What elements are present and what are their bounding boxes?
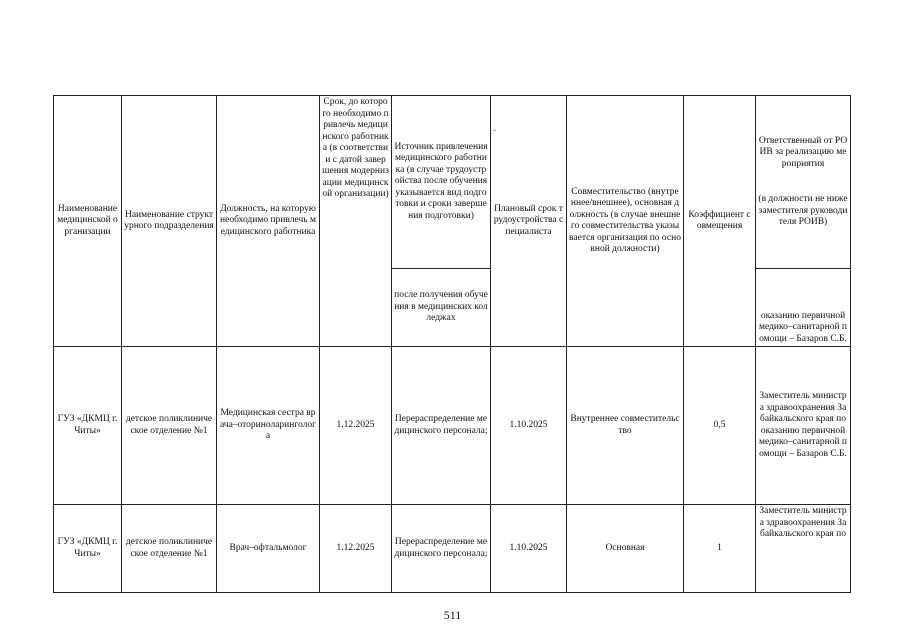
table-row: [54, 505, 851, 593]
header-responsible-cont: оказанию первичной медико–санитарной помощи – Базаров С.Б.: [756, 269, 851, 347]
cell-plan: 1.10.2025: [491, 347, 567, 505]
header-coefficient: Коэффициент совмещения: [684, 96, 756, 347]
cell-combination: Основная: [567, 505, 684, 593]
cell-deadline: 1.12.2025: [320, 505, 392, 593]
cell-responsible: Заместитель министра здравоохранения Забайкальского края по оказанию первичной медико–санитарной помощи – Базаров С.Б.: [756, 347, 851, 505]
cell-unit: детское поликлиническое отделение №1: [122, 505, 217, 593]
header-combination: Совместительство (внутреннее/внешнее), основная должность (в случае внешнего совместительства указывается организация по основной должности): [567, 96, 684, 347]
header-responsible-note: (в должности не ниже заместителя руководителя РОИВ): [758, 194, 848, 227]
header-plan: Плановый срок трудоустройства специалиста: [491, 96, 567, 347]
header-source-after: после получения обучения в медицинских колледжах: [392, 269, 491, 347]
page-number: 511: [443, 608, 462, 622]
cell-plan: 1.10.2025: [491, 505, 567, 593]
header-responsible: [756, 96, 851, 269]
cell-position: Врач–офтальмолог: [217, 505, 320, 593]
cell-unit: детское поликлиническое отделение №1: [122, 347, 217, 505]
table-row: [54, 347, 851, 505]
cell-source: Перераспределение медицинского персонала;: [392, 347, 491, 505]
cell-org: ГУЗ «ДКМЦ г. Читы»: [54, 347, 122, 505]
header-responsible-title: Ответственный от РОИВ за реализацию мероприятия: [758, 135, 848, 169]
cell-position: Медицинская сестра врача–оториноларинголога: [217, 347, 320, 505]
cell-coefficient: 0,5: [684, 347, 756, 505]
scan-mark: ˇ: [493, 128, 496, 138]
staffing-table: [53, 95, 851, 593]
header-position: Должность, на которую необходимо привлечь медицинского работника: [217, 96, 320, 347]
header-source: Источник привлечения медицинского работника (в случае трудоустройства после обучения указывается вид подготовки и сроки завершения подготовки): [392, 96, 491, 269]
header-row: [54, 96, 851, 269]
cell-responsible: Заместитель министра здравоохранения Забайкальского края по: [756, 505, 851, 593]
cell-org: ГУЗ «ДКМЦ г. Читы»: [54, 505, 122, 593]
cell-deadline: 1.12.2025: [320, 347, 392, 505]
header-deadline: Срок, до которого необходимо привлечь медицинского работника (в соответствии с датой завершения модернизации медицинской организации): [320, 96, 392, 347]
header-org: Наименование медицинской организации: [54, 96, 122, 347]
cell-source: Перераспределение медицинского персонала;: [392, 505, 491, 593]
header-unit: Наименование структурного подразделения: [122, 96, 217, 347]
cell-combination: Внутреннее совместительство: [567, 347, 684, 505]
cell-coefficient: 1: [684, 505, 756, 593]
